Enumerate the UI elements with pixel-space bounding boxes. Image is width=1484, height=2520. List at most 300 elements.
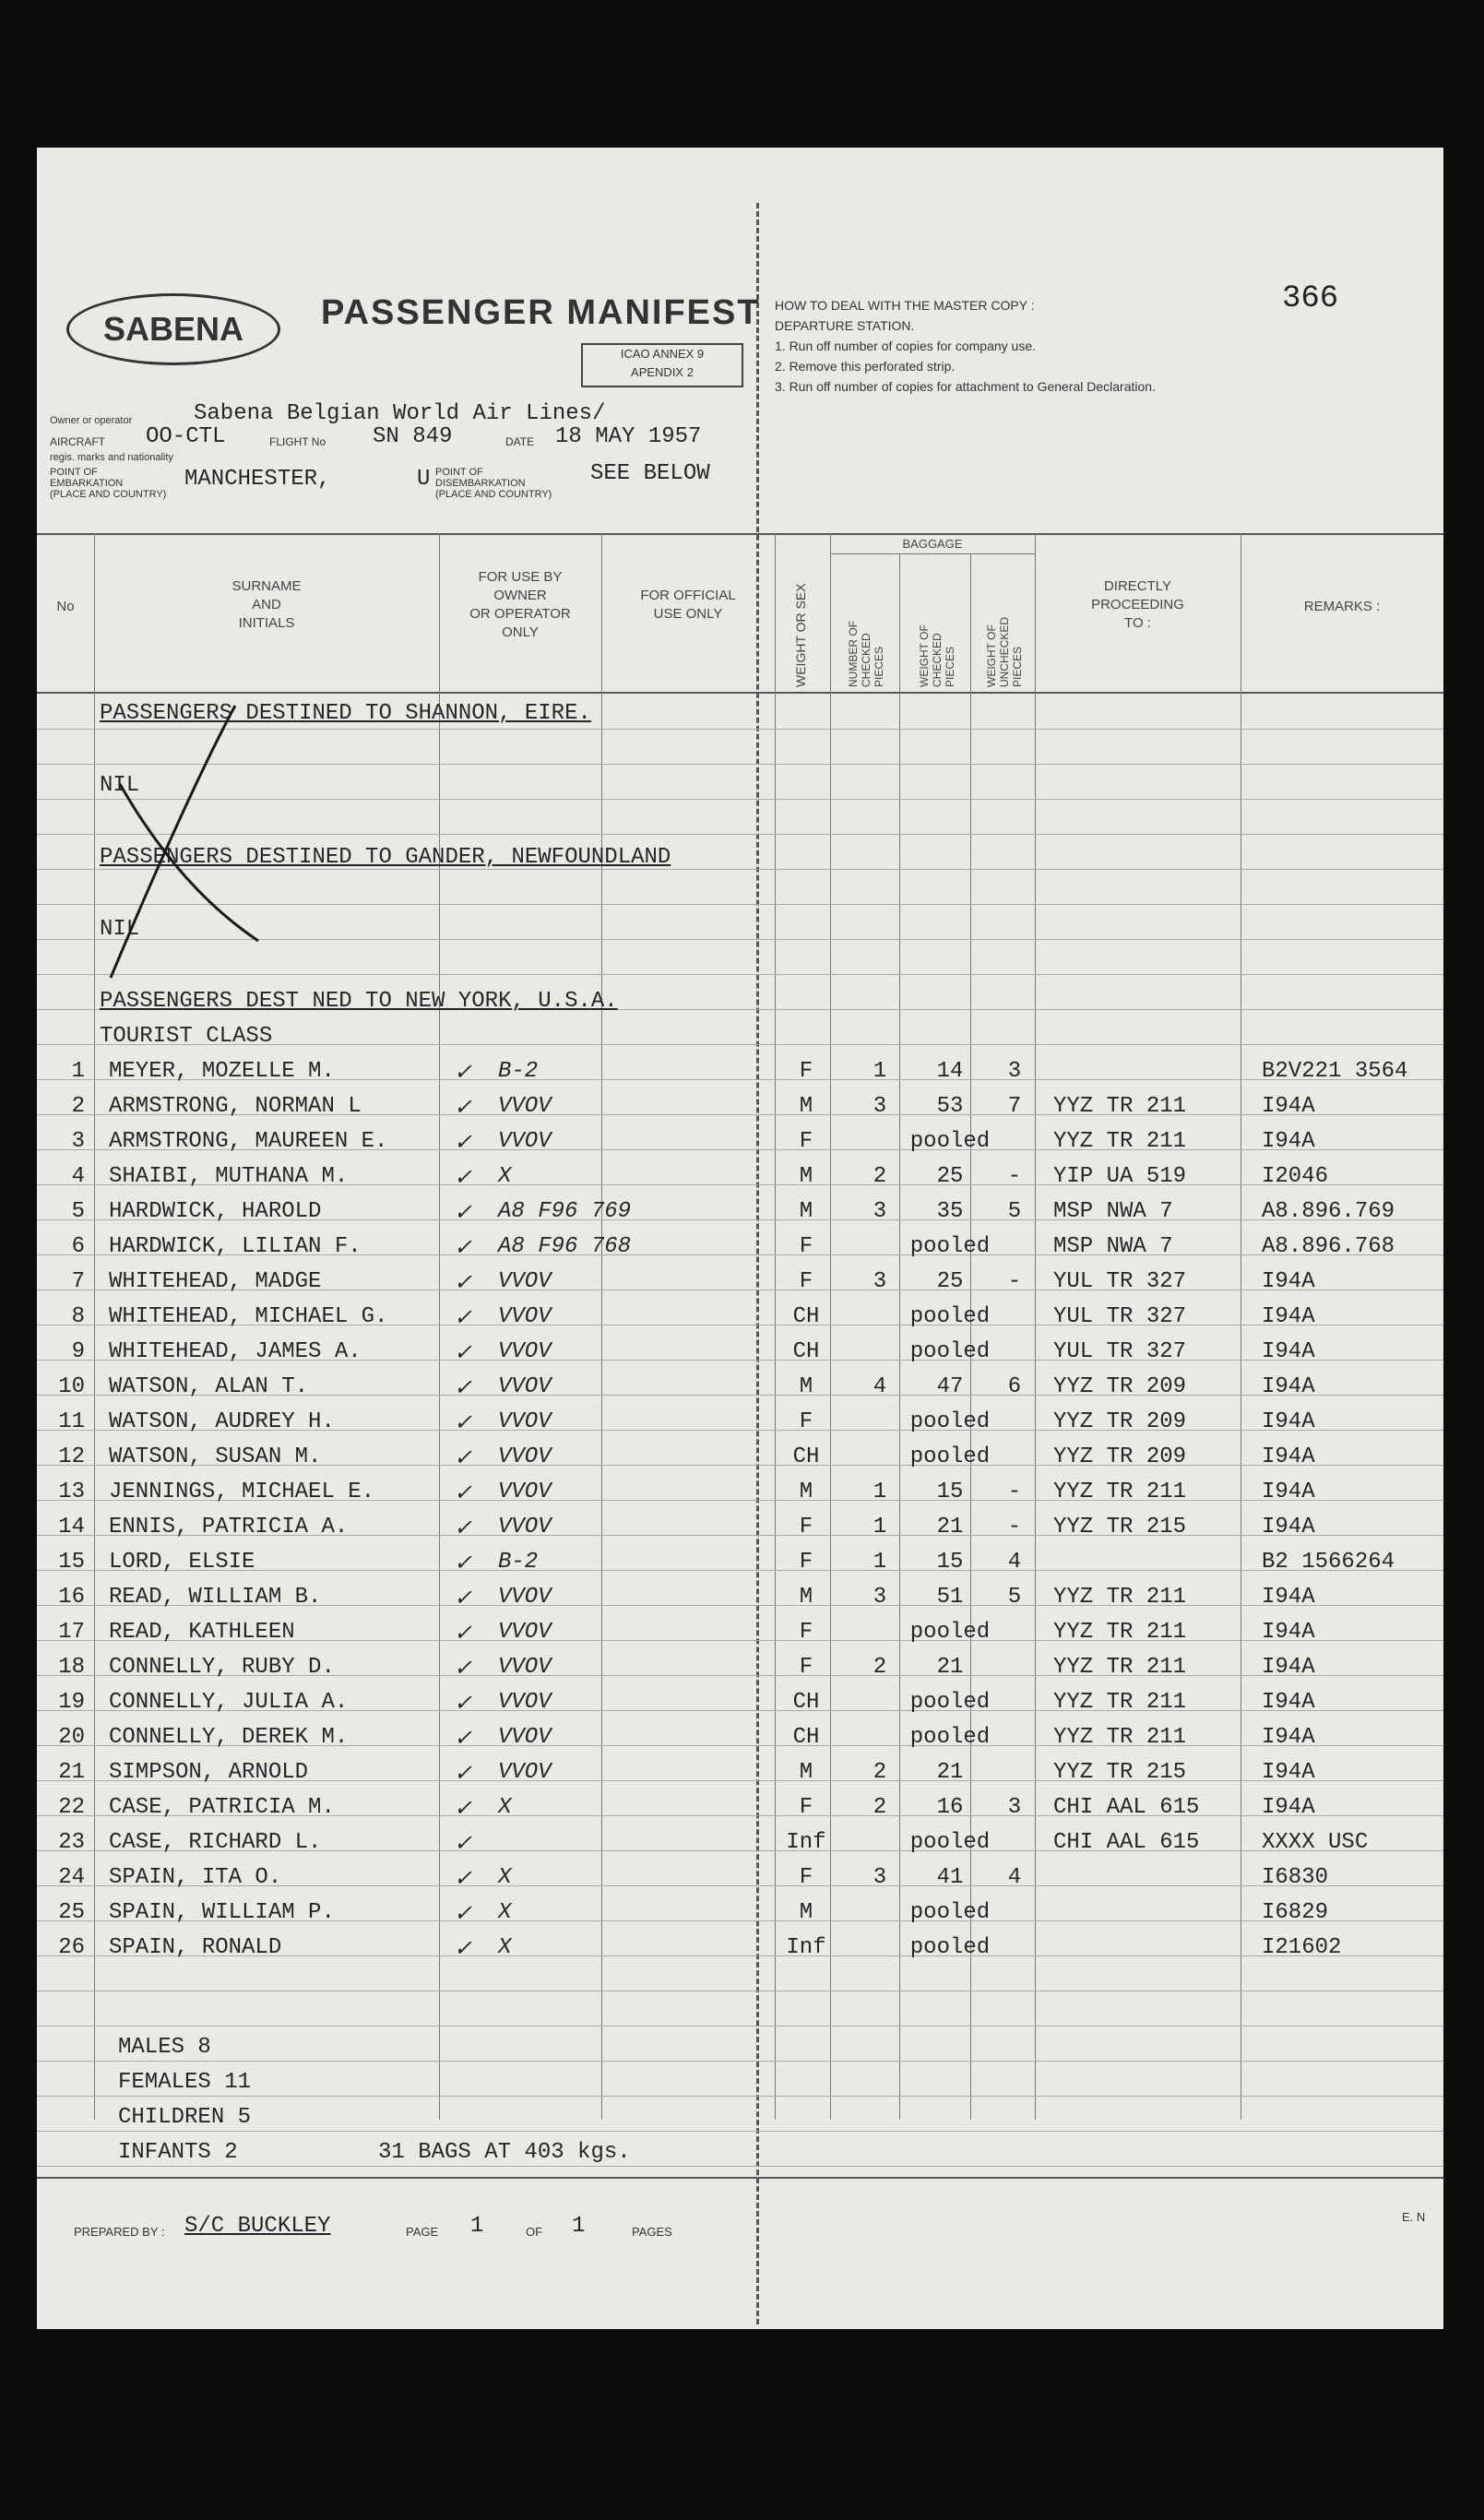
- owner-mark: VVOV: [498, 1725, 552, 1750]
- checked-pieces: 1: [873, 1515, 887, 1539]
- proceeding-to: YYZ TR 211: [1053, 1129, 1187, 1154]
- passenger-no: 3: [71, 1129, 85, 1154]
- passenger-sex: F: [799, 1269, 813, 1294]
- check-mark-icon: ✓: [454, 1202, 473, 1227]
- manifest-sheet: [37, 148, 1443, 2329]
- page-label: PAGE: [406, 2225, 439, 2239]
- row-rule: [37, 2166, 1443, 2167]
- check-mark-icon: ✓: [454, 1552, 473, 1577]
- col-surname-header: [94, 577, 439, 633]
- col-no-header: No: [56, 599, 75, 614]
- col-weight-1: WEIGHT OF: [918, 624, 931, 687]
- col-pieces-3: PIECES: [873, 646, 885, 687]
- prepared-label: PREPARED BY :: [74, 2225, 165, 2239]
- proceeding-to: CHI AAL 615: [1053, 1830, 1200, 1855]
- passenger-no: 12: [58, 1444, 85, 1469]
- passenger-name: WATSON, ALAN T.: [109, 1374, 309, 1399]
- owner-mark: A8 F96 769: [498, 1199, 632, 1224]
- section-tourist: TOURIST CLASS: [100, 1024, 273, 1049]
- check-mark-icon: ✓: [454, 1798, 473, 1823]
- owner-label: Owner or operator: [50, 415, 133, 426]
- checked-weight: 35: [936, 1199, 964, 1224]
- passenger-sex: M: [799, 1094, 813, 1119]
- passenger-sex: M: [799, 1760, 813, 1785]
- passenger-sex: M: [799, 1480, 813, 1504]
- passenger-no: 2: [71, 1094, 85, 1119]
- table-row: [37, 1830, 1443, 1865]
- check-mark-icon: ✓: [454, 1587, 473, 1612]
- passenger-name: CONNELLY, JULIA A.: [109, 1690, 349, 1715]
- proceeding-to: YUL TR 327: [1053, 1269, 1187, 1294]
- owner-mark: VVOV: [498, 1304, 552, 1329]
- checked-weight: pooled: [909, 1830, 991, 1855]
- passenger-name: JENNINGS, MICHAEL E.: [109, 1480, 375, 1504]
- instructions-item1: 1. Run off number of copies for company use.: [775, 339, 1037, 353]
- remarks: I6829: [1262, 1900, 1329, 1925]
- passenger-no: 20: [58, 1725, 85, 1750]
- instructions-heading2: DEPARTURE STATION.: [775, 318, 915, 333]
- col-pieces-2: CHECKED: [860, 633, 873, 687]
- checked-pieces: 3: [873, 1199, 887, 1224]
- passenger-name: ARMSTRONG, NORMAN L: [109, 1094, 362, 1119]
- col-surname-1: SURNAME: [232, 578, 302, 594]
- passenger-no: 10: [58, 1374, 85, 1399]
- proceeding-to: YYZ TR 215: [1053, 1760, 1187, 1785]
- proceeding-to: YUL TR 327: [1053, 1339, 1187, 1364]
- check-mark-icon: ✓: [454, 1517, 473, 1542]
- col-owner-4: ONLY: [502, 624, 539, 640]
- table-row: [37, 1865, 1443, 1900]
- remarks: I94A: [1262, 1480, 1315, 1504]
- check-mark-icon: ✓: [454, 1447, 473, 1472]
- table-row: [37, 1725, 1443, 1760]
- checked-pieces: 2: [873, 1164, 887, 1189]
- date-label: DATE: [505, 435, 535, 448]
- proceeding-to: YYZ TR 211: [1053, 1585, 1187, 1610]
- section-newyork: PASSENGERS DEST NED TO NEW YORK, U.S.A.: [100, 989, 618, 1014]
- checked-weight: pooled: [909, 1620, 991, 1645]
- checked-weight: 15: [936, 1480, 964, 1504]
- checked-weight: 21: [936, 1515, 964, 1539]
- flight-no-label: FLIGHT No: [269, 435, 326, 448]
- passenger-name: LORD, ELSIE: [109, 1550, 255, 1575]
- passenger-name: SIMPSON, ARNOLD: [109, 1760, 309, 1785]
- passenger-sex: CH: [792, 1444, 820, 1469]
- proceeding-to: YYZ TR 211: [1053, 1620, 1187, 1645]
- passenger-no: 18: [58, 1655, 85, 1680]
- totals-females: FEMALES 11: [118, 2070, 252, 2095]
- footer-rule: [37, 2177, 1443, 2179]
- section-gander-nil: NIL: [100, 917, 140, 942]
- disembark-place-label: (PLACE AND COUNTRY): [435, 489, 552, 500]
- page-value: 1: [470, 2214, 484, 2239]
- section-shannon-nil: NIL: [100, 773, 140, 798]
- remarks: I94A: [1262, 1409, 1315, 1434]
- owner-mark: VVOV: [498, 1585, 552, 1610]
- checked-weight: pooled: [909, 1304, 991, 1329]
- of-label: OF: [526, 2225, 543, 2239]
- remarks: I21602: [1262, 1935, 1342, 1960]
- checked-weight: pooled: [909, 1725, 991, 1750]
- passenger-sex: F: [799, 1129, 813, 1154]
- table-row: [37, 1374, 1443, 1409]
- col-pieces-header: [847, 621, 885, 687]
- remarks: B2 1566264: [1262, 1550, 1395, 1575]
- unchecked-weight: 4: [1007, 1865, 1022, 1890]
- embark-label-2: EMBARKATION: [50, 478, 124, 489]
- checked-weight: 16: [936, 1795, 964, 1820]
- check-mark-icon: ✓: [454, 1377, 473, 1402]
- owner-mark: X: [498, 1900, 512, 1925]
- owner-mark: X: [498, 1164, 512, 1189]
- col-proceed-2: PROCEEDING: [1091, 597, 1184, 612]
- prepared-value: S/C BUCKLEY: [184, 2214, 331, 2239]
- check-mark-icon: ✓: [454, 1938, 473, 1963]
- remarks: I94A: [1262, 1339, 1315, 1364]
- passenger-sex: CH: [792, 1304, 820, 1329]
- passenger-no: 1: [71, 1059, 85, 1084]
- col-unchecked-header: [985, 617, 1024, 687]
- embark-place-label: (PLACE AND COUNTRY): [50, 489, 167, 500]
- passenger-no: 24: [58, 1865, 85, 1890]
- table-row: [37, 1094, 1443, 1129]
- table-header-rule: [37, 692, 1443, 694]
- check-mark-icon: ✓: [454, 1132, 473, 1157]
- passenger-sex: Inf: [786, 1830, 826, 1855]
- checked-weight: 14: [936, 1059, 964, 1084]
- unchecked-weight: 6: [1007, 1374, 1022, 1399]
- owner-mark: VVOV: [498, 1655, 552, 1680]
- col-official-header: [601, 587, 775, 624]
- remarks: I94A: [1262, 1725, 1315, 1750]
- remarks: B2V221 3564: [1262, 1059, 1408, 1084]
- passenger-name: ARMSTRONG, MAUREEN E.: [109, 1129, 388, 1154]
- passenger-name: CASE, RICHARD L.: [109, 1830, 322, 1855]
- aircraft-value: OO-CTL: [146, 424, 226, 449]
- owner-mark: VVOV: [498, 1409, 552, 1434]
- col-unchecked-2: UNCHECKED: [998, 616, 1011, 687]
- passenger-no: 9: [71, 1339, 85, 1364]
- passenger-no: 21: [58, 1760, 85, 1785]
- checked-pieces: 2: [873, 1655, 887, 1680]
- passenger-no: 17: [58, 1620, 85, 1645]
- col-proceed-header: [1035, 577, 1241, 633]
- baggage-rule: [830, 553, 1035, 554]
- table-top-rule: [37, 533, 1443, 535]
- table-row: [37, 1480, 1443, 1515]
- checked-pieces: 1: [873, 1059, 887, 1084]
- table-row: [37, 1935, 1443, 1970]
- passenger-name: SPAIN, WILLIAM P.: [109, 1900, 335, 1925]
- unchecked-weight: 4: [1007, 1550, 1022, 1575]
- passenger-sex: M: [799, 1585, 813, 1610]
- remarks: I94A: [1262, 1620, 1315, 1645]
- proceeding-to: YUL TR 327: [1053, 1304, 1187, 1329]
- passenger-no: 13: [58, 1480, 85, 1504]
- passenger-no: 26: [58, 1935, 85, 1960]
- checked-pieces: 1: [873, 1480, 887, 1504]
- owner-mark: VVOV: [498, 1269, 552, 1294]
- checked-weight: 25: [936, 1164, 964, 1189]
- check-mark-icon: ✓: [454, 1412, 473, 1437]
- row-rule: [37, 2061, 1443, 2062]
- unchecked-weight: -: [1007, 1164, 1022, 1189]
- passenger-name: SHAIBI, MUTHANA M.: [109, 1164, 349, 1189]
- instructions-heading1: HOW TO DEAL WITH THE MASTER COPY :: [775, 298, 1035, 313]
- totals-infants: INFANTS 2: [118, 2140, 238, 2165]
- passenger-sex: CH: [792, 1725, 820, 1750]
- passenger-no: 23: [58, 1830, 85, 1855]
- owner-mark: X: [498, 1935, 512, 1960]
- passenger-sex: M: [799, 1164, 813, 1189]
- proceeding-to: YYZ TR 215: [1053, 1515, 1187, 1539]
- remarks: I94A: [1262, 1515, 1315, 1539]
- passenger-name: READ, WILLIAM B.: [109, 1585, 322, 1610]
- check-mark-icon: ✓: [454, 1167, 473, 1192]
- owner-mark: VVOV: [498, 1129, 552, 1154]
- disembark-label-1: POINT OF: [435, 467, 483, 478]
- check-mark-icon: ✓: [454, 1097, 473, 1122]
- check-mark-icon: ✓: [454, 1868, 473, 1893]
- check-mark-icon: ✓: [454, 1693, 473, 1718]
- table-row: [37, 1655, 1443, 1690]
- owner-mark: A8 F96 768: [498, 1234, 632, 1259]
- check-mark-icon: ✓: [454, 1062, 473, 1087]
- icao-box: [581, 343, 743, 387]
- date-value: 18 MAY 1957: [555, 424, 702, 449]
- passenger-no: 8: [71, 1304, 85, 1329]
- remarks: I6830: [1262, 1865, 1329, 1890]
- col-pieces-1: NUMBER OF: [847, 621, 860, 687]
- check-mark-icon: ✓: [454, 1833, 473, 1858]
- unchecked-weight: 5: [1007, 1585, 1022, 1610]
- table-row: [37, 1304, 1443, 1339]
- passenger-sex: CH: [792, 1690, 820, 1715]
- passenger-name: WATSON, AUDREY H.: [109, 1409, 335, 1434]
- unchecked-weight: 3: [1007, 1795, 1022, 1820]
- proceeding-to: MSP NWA 7: [1053, 1234, 1173, 1259]
- owner-mark: VVOV: [498, 1444, 552, 1469]
- check-mark-icon: ✓: [454, 1482, 473, 1507]
- passenger-name: WHITEHEAD, JAMES A.: [109, 1339, 362, 1364]
- passenger-sex: M: [799, 1900, 813, 1925]
- check-mark-icon: ✓: [454, 1272, 473, 1297]
- table-row: [37, 1339, 1443, 1374]
- table-row: [37, 1199, 1443, 1234]
- checked-pieces: 3: [873, 1269, 887, 1294]
- proceeding-to: YYZ TR 211: [1053, 1725, 1187, 1750]
- checked-pieces: 3: [873, 1585, 887, 1610]
- passenger-name: WATSON, SUSAN M.: [109, 1444, 322, 1469]
- table-row: [37, 1795, 1443, 1830]
- owner-mark: VVOV: [498, 1480, 552, 1504]
- remarks: I94A: [1262, 1129, 1315, 1154]
- table-row: [37, 1550, 1443, 1585]
- corner-mark: E. N: [1402, 2210, 1426, 2224]
- passenger-no: 7: [71, 1269, 85, 1294]
- col-official-2: USE ONLY: [653, 606, 723, 622]
- flight-no-value: SN 849: [373, 424, 453, 449]
- totals-males: MALES 8: [118, 2035, 211, 2060]
- remarks: I94A: [1262, 1444, 1315, 1469]
- totals-children: CHILDREN 5: [118, 2105, 252, 2130]
- passenger-no: 22: [58, 1795, 85, 1820]
- table-row: [37, 1515, 1443, 1550]
- checked-pieces: 4: [873, 1374, 887, 1399]
- owner-mark: X: [498, 1795, 512, 1820]
- passenger-name: ENNIS, PATRICIA A.: [109, 1515, 349, 1539]
- table-row: [37, 1444, 1443, 1480]
- unchecked-weight: -: [1007, 1515, 1022, 1539]
- col-owner-1: FOR USE BY: [478, 569, 563, 585]
- disembark-label: [435, 467, 552, 500]
- proceeding-to: CHI AAL 615: [1053, 1795, 1200, 1820]
- table-row: [37, 1585, 1443, 1620]
- passenger-no: 15: [58, 1550, 85, 1575]
- row-rule: [37, 2096, 1443, 2097]
- remarks: I94A: [1262, 1585, 1315, 1610]
- passenger-sex: F: [799, 1865, 813, 1890]
- remarks: I94A: [1262, 1374, 1315, 1399]
- table-row: [37, 1620, 1443, 1655]
- page-title: PASSENGER MANIFEST: [321, 293, 761, 332]
- passenger-no: 19: [58, 1690, 85, 1715]
- proceeding-to: YYZ TR 211: [1053, 1480, 1187, 1504]
- unchecked-weight: -: [1007, 1269, 1022, 1294]
- checked-weight: pooled: [909, 1339, 991, 1364]
- checked-pieces: 1: [873, 1550, 887, 1575]
- remarks: A8.896.768: [1262, 1234, 1395, 1259]
- passenger-no: 16: [58, 1585, 85, 1610]
- owner-mark: VVOV: [498, 1690, 552, 1715]
- remarks: I94A: [1262, 1760, 1315, 1785]
- checked-weight: 15: [936, 1550, 964, 1575]
- proceeding-to: YYZ TR 209: [1053, 1444, 1187, 1469]
- passenger-name: HARDWICK, HAROLD: [109, 1199, 322, 1224]
- aircraft-label: AIRCRAFT: [50, 435, 105, 448]
- proceeding-to: YYZ TR 209: [1053, 1374, 1187, 1399]
- table-row: [37, 1059, 1443, 1094]
- passenger-sex: F: [799, 1795, 813, 1820]
- passenger-no: 5: [71, 1199, 85, 1224]
- disembark-value: SEE BELOW: [590, 461, 710, 486]
- unchecked-weight: -: [1007, 1480, 1022, 1504]
- remarks: XXXX USC: [1262, 1830, 1369, 1855]
- of-value: 1: [572, 2214, 586, 2239]
- col-official-1: FOR OFFICIAL: [640, 588, 736, 603]
- col-unchecked-3: PIECES: [1011, 646, 1024, 687]
- checked-pieces: 2: [873, 1760, 887, 1785]
- owner-mark: VVOV: [498, 1620, 552, 1645]
- passenger-name: SPAIN, ITA O.: [109, 1865, 282, 1890]
- row-rule: [37, 2131, 1443, 2132]
- check-mark-icon: ✓: [454, 1763, 473, 1788]
- cross-out-mark: [101, 701, 286, 987]
- table-row: [37, 1409, 1443, 1444]
- owner-mark: VVOV: [498, 1515, 552, 1539]
- disembark-label-2: DISEMBARKATION: [435, 478, 526, 489]
- checked-weight: 47: [936, 1374, 964, 1399]
- passenger-name: WHITEHEAD, MADGE: [109, 1269, 322, 1294]
- col-owner-header: [439, 568, 601, 642]
- passenger-sex: M: [799, 1199, 813, 1224]
- passenger-no: 25: [58, 1900, 85, 1925]
- col-owner-2: OWNER: [493, 588, 547, 603]
- passenger-name: HARDWICK, LILIAN F.: [109, 1234, 362, 1259]
- owner-mark: VVOV: [498, 1094, 552, 1119]
- table-row: [37, 1164, 1443, 1199]
- unchecked-weight: 3: [1007, 1059, 1022, 1084]
- embark-label-1: POINT OF: [50, 467, 98, 478]
- remarks: I94A: [1262, 1304, 1315, 1329]
- embark-value: MANCHESTER,: [184, 467, 331, 492]
- passenger-sex: F: [799, 1515, 813, 1539]
- owner-mark: VVOV: [498, 1760, 552, 1785]
- totals-bags: 31 BAGS AT 403 kgs.: [378, 2140, 631, 2165]
- instructions: [775, 295, 1156, 397]
- passenger-sex: F: [799, 1550, 813, 1575]
- col-baggage-header: BAGGAGE: [902, 537, 963, 551]
- checked-weight: pooled: [909, 1900, 991, 1925]
- checked-weight: pooled: [909, 1129, 991, 1154]
- owner-value: Sabena Belgian World Air Lines/: [194, 401, 606, 426]
- passenger-name: READ, KATHLEEN: [109, 1620, 295, 1645]
- proceeding-to: YYZ TR 211: [1053, 1690, 1187, 1715]
- proceeding-to: YYZ TR 211: [1053, 1094, 1187, 1119]
- unchecked-weight: 5: [1007, 1199, 1022, 1224]
- check-mark-icon: ✓: [454, 1307, 473, 1332]
- section-gander: PASSENGERS DESTINED TO GANDER, NEWFOUNDLAND: [100, 845, 671, 870]
- check-mark-icon: ✓: [454, 1623, 473, 1647]
- check-mark-icon: ✓: [454, 1728, 473, 1753]
- owner-mark: VVOV: [498, 1339, 552, 1364]
- passenger-sex: F: [799, 1655, 813, 1680]
- passenger-no: 6: [71, 1234, 85, 1259]
- checked-weight: pooled: [909, 1935, 991, 1960]
- passenger-name: CONNELLY, DEREK M.: [109, 1725, 349, 1750]
- instructions-item3: 3. Run off number of copies for attachment to General Declaration.: [775, 379, 1156, 394]
- owner-mark: B-2: [498, 1059, 539, 1084]
- remarks: I94A: [1262, 1690, 1315, 1715]
- col-surname-2: AND: [252, 597, 281, 612]
- passenger-name: SPAIN, RONALD: [109, 1935, 282, 1960]
- owner-mark: B-2: [498, 1550, 539, 1575]
- table-row: [37, 1129, 1443, 1164]
- icao-line1: ICAO ANNEX 9: [620, 347, 705, 361]
- page-number: 366: [1282, 281, 1339, 316]
- embark-suffix: U: [417, 467, 431, 492]
- checked-weight: pooled: [909, 1409, 991, 1434]
- passenger-no: 14: [58, 1515, 85, 1539]
- regis-label: regis. marks and nationality: [50, 452, 173, 463]
- unchecked-weight: 7: [1007, 1094, 1022, 1119]
- pages-label: PAGES: [632, 2225, 672, 2239]
- passenger-sex: F: [799, 1234, 813, 1259]
- col-proceed-3: TO :: [1124, 615, 1151, 631]
- remarks: I94A: [1262, 1269, 1315, 1294]
- checked-weight: pooled: [909, 1690, 991, 1715]
- table-row: [37, 1760, 1443, 1795]
- check-mark-icon: ✓: [454, 1658, 473, 1682]
- checked-weight: 41: [936, 1865, 964, 1890]
- proceeding-to: YYZ TR 209: [1053, 1409, 1187, 1434]
- checked-pieces: 2: [873, 1795, 887, 1820]
- passenger-no: 4: [71, 1164, 85, 1189]
- checked-weight: 21: [936, 1760, 964, 1785]
- col-weight-3: PIECES: [944, 646, 956, 687]
- sabena-logo: SABENA: [66, 293, 280, 365]
- col-sex-header: WEIGHT OR SEX: [793, 583, 808, 687]
